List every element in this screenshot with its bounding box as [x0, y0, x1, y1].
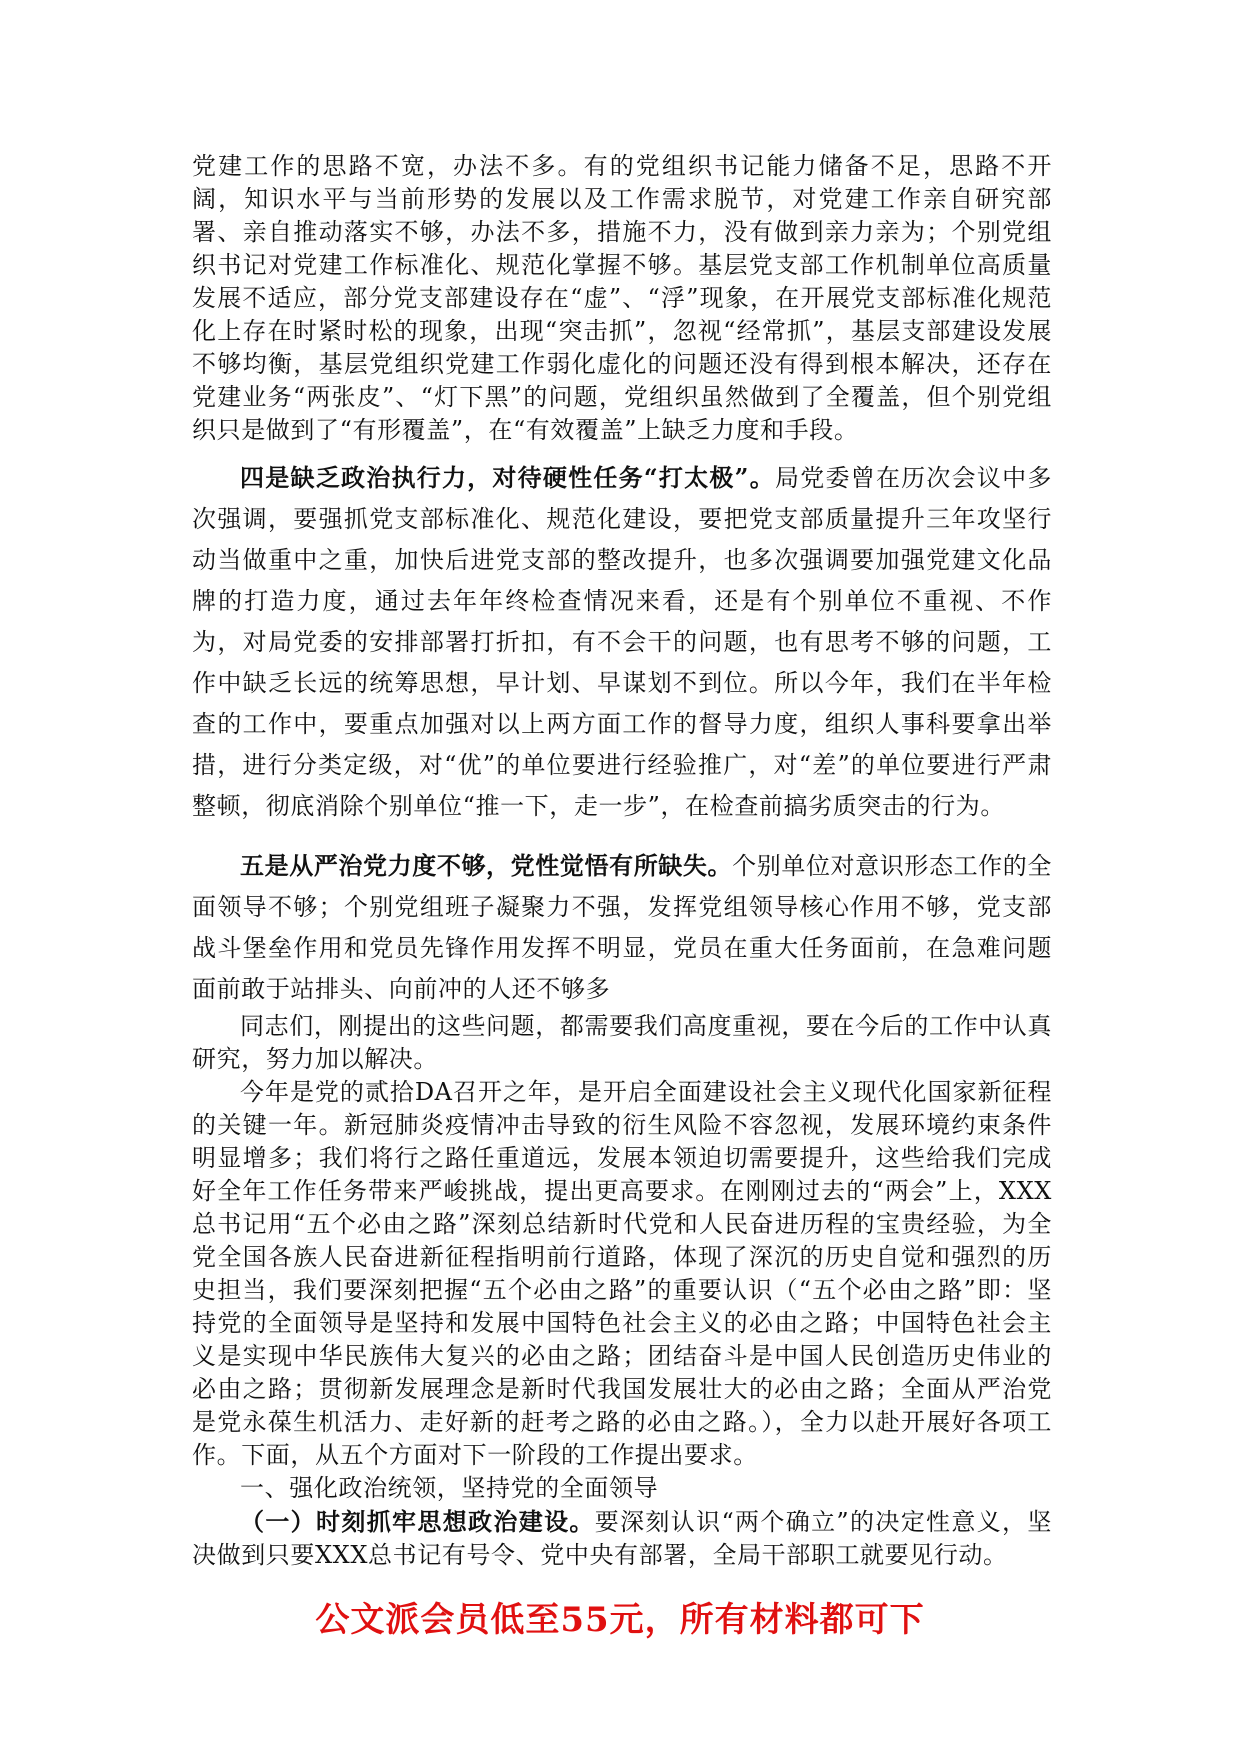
paragraph-this-year — [192, 1076, 1052, 1472]
paragraph-text: 要深刻认识“两个确立”的决定性意义，坚决做到只要XXX总书记有号令、党中央有部署，全局干部职工就要见行动。 — [192, 1508, 1052, 1569]
paragraph-heading: 四是缺乏政治执行力，对待硬性任务“打太极”。 — [240, 463, 775, 492]
paragraph-party-building-ideas — [192, 150, 1052, 447]
document-body — [192, 150, 1052, 1572]
section-heading-text: 一、强化政治统领，坚持党的全面领导 — [240, 1474, 659, 1502]
section-heading-one — [192, 1472, 1052, 1505]
paragraph-point-four — [192, 457, 1052, 827]
paragraph-text: 党建工作的思路不宽，办法不多。有的党组织书记能力储备不足，思路不开阔，知识水平与当前形势的发展以及工作需求脱节，对党建工作亲自研究部署、亲自推动落实不够，办法不多，措施不力，没有做到亲力亲为；个别党组织书记对党建工作标准化、规范化掌握不够。基层党支部工作机制单位高质量发展不适应，部分党支部建设存在“虚”、“浮”现象，在开展党支部标准化规范化上存在时紧时松的现象，出现“突击抓”，忽视“经常抓”，基层支部建设发展不够均衡，基层党组织党建工作弱化虚化的问题还没有得到根本解决，还存在党建业务“两张皮”、“灯下黑”的问题，党组织虽然做到了全覆盖，但个别党组织只是做到了“有形覆盖”，在“有效覆盖”上缺乏力度和手段。 — [192, 152, 1052, 444]
paragraph-text: 个别单位对意识形态工作的全面领导不够；个别党组班子凝聚力不强，发挥党组领导核心作用不够，党支部战斗堡垒作用和党员先锋作用发挥不明显，党员在重大任务面前，在急难问题面前敢于站排头、向前冲的人还不够多 — [192, 852, 1052, 1003]
paragraph-text: 局党委曾在历次会议中多次强调，要强抓党支部标准化、规范化建设，要把党支部质量提升三年攻坚行动当做重中之重，加快后进党支部的整改提升，也多次强调要加强党建文化品牌的打造力度，通过去年年终检查情况来看，还是有个别单位不重视、不作为，对局党委的安排部署打折扣，有不会干的问题，也有思考不够的问题，工作中缺乏长远的统筹思想，早计划、早谋划不到位。所以今年，我们在半年检查的工作中，要重点加强对以上两方面工作的督导力度，组织人事科要拿出举措，进行分类定级，对“优”的单位要进行经验推广，对“差”的单位要进行严肃整顿，彻底消除个别单位“推一下，走一步”，在检查前搞劣质突击的行为。 — [192, 464, 1052, 820]
paragraph-subsection-one — [192, 1505, 1052, 1572]
paragraph-comrades — [192, 1010, 1052, 1076]
paragraph-point-five — [192, 845, 1052, 1010]
paragraph-text: 今年是党的贰拾DA召开之年，是开启全面建设社会主义现代化国家新征程的关键一年。新冠肺炎疫情冲击导致的衍生风险不容忽视，发展环境约束条件明显增多；我们将行之路任重道远，发展本领迫切需要提升，这些给我们完成好全年工作任务带来严峻挑战，提出更高要求。在刚刚过去的“两会”上，XXX总书记用“五个必由之路”深刻总结新时代党和人民奋进历程的宝贵经验，为全党全国各族人民奋进新征程指明前行道路，体现了深沉的历史自觉和强烈的历史担当，我们要深刻把握“五个必由之路”的重要认识（“五个必由之路”即：坚持党的全面领导是坚持和发展中国特色社会主义的必由之路；中国特色社会主义是实现中华民族伟大复兴的必由之路；团结奋斗是中国人民创造历史伟业的必由之路；贯彻新发展理念是新时代我国发展壮大的必由之路；全面从严治党是党永葆生机活力、走好新的赶考之路的必由之路。），全力以赴开展好各项工作。下面，从五个方面对下一阶段的工作提出要求。 — [192, 1078, 1052, 1469]
paragraph-text: 同志们，刚提出的这些问题，都需要我们高度重视，要在今后的工作中认真研究，努力加以解决。 — [192, 1012, 1052, 1073]
promo-footer: 公文派会员低至55元，所有材料都可下 — [315, 1600, 925, 1640]
paragraph-heading: （一）时刻抓牢思想政治建设。 — [240, 1507, 595, 1536]
paragraph-heading: 五是从严治党力度不够，党性觉悟有所缺失。 — [240, 851, 733, 880]
